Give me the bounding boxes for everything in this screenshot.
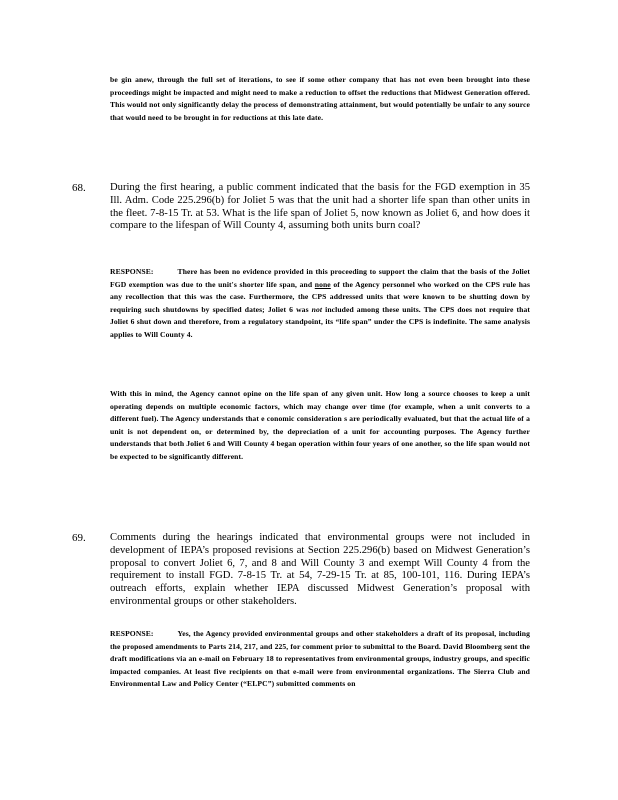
continuation-paragraph [110, 74, 530, 124]
emphasis-not: not [311, 304, 323, 314]
response-label: RESPONSE: [110, 267, 154, 276]
question-number: 69. [72, 532, 86, 544]
response-paragraph: RESPONSE: Yes, the Agency provided environmental groups and other stakeholders a draft of its proposal, including the proposed amendments to Parts 214, 217, and 225, for comment prior to submittal to the Board. David Bloomberg sent the draft modifications via an e-mail on February 18 to representatives from environmental groups, industry groups, and specific impacted companies. At least five recipients on that e-mail were from environmental organizations. The Sierra Club and Environmental Law and Policy Center (“ELPC”) submitted comments on [110, 629, 530, 689]
response-paragraph: RESPONSE: There has been no evidence provided in this proceeding to support the claim that the basis of the Joliet FGD exemption was due to the unit's shorter life span, and none of the Agency personnel who worked on the CPS rule has any recollection that this was the case. Furthermore, the CPS addressed units that were known to be shutting down by requiring such shutdowns by specified dates; Joliet 6 was not included among these units. The CPS does not require that Joliet 6 shut down and therefore, from a regulatory standpoint, its “life span” under the CPS is indefinite. The same analysis applies to Will County 4. [110, 267, 531, 339]
question-text: During the first hearing, a public comment indicated that the basis for the FGD exemption in 35 Ill. Adm. Code 225.296(b) for Joliet 5 was that the unit had a shorter life span than other units in the fleet. 7-8-15 Tr. at 53. What is the life span of Joliet 5, now known as Joliet 6, and how does it compare to the lifespan of Will County 4, assuming both units burn coal? [110, 182, 530, 232]
continuation-text: be gin anew, through the full set of iterations, to see if some other company that has not even been brought into these proceedings might be impacted and might need to make a reduction to offset the reductions that Midwest Generation offered. This would not only significantly delay the process of demonstrating attainment, but would potentially be unfair to any source that would need to be brought in for reductions at this late date. [110, 75, 530, 122]
response-paragraph-2: With this in mind, the Agency cannot opine on the life span of any given unit. How long a source chooses to keep a unit operating depends on multiple economic factors, which may change over time (for example, when a unit converts to a different fuel). The Agency understands that e conomic consideration s are periodically evaluated, but that the actual life of a unit is not dependent on, or determined by, the depreciation of a unit for accounting purposes. The Agency further understands that both Joliet 6 and Will County 4 began operation within four years of one another, so the life span would not be expected to be significantly different. [110, 389, 530, 461]
response-block [110, 628, 530, 691]
emphasis-none: none [314, 279, 331, 289]
response-label: RESPONSE: [110, 629, 154, 638]
question-text: Comments during the hearings indicated that environmental groups were not included in development of IEPA’s proposed revisions at Section 225.296(b) based on Midwest Generation’s proposal to convert Joliet 6, 7, and 8 and Will County 3 and exempt Will County 4 from the requirement to install FGD. 7-8-15 Tr. at 54, 7-29-15 Tr. at 85, 100-101, 116. During IEPA’s outreach efforts, explain whether IEPA discussed Midwest Generation’s proposal with environmental groups or other stakeholders. [110, 532, 530, 607]
question-number: 68. [72, 182, 86, 194]
response-block [110, 266, 530, 342]
